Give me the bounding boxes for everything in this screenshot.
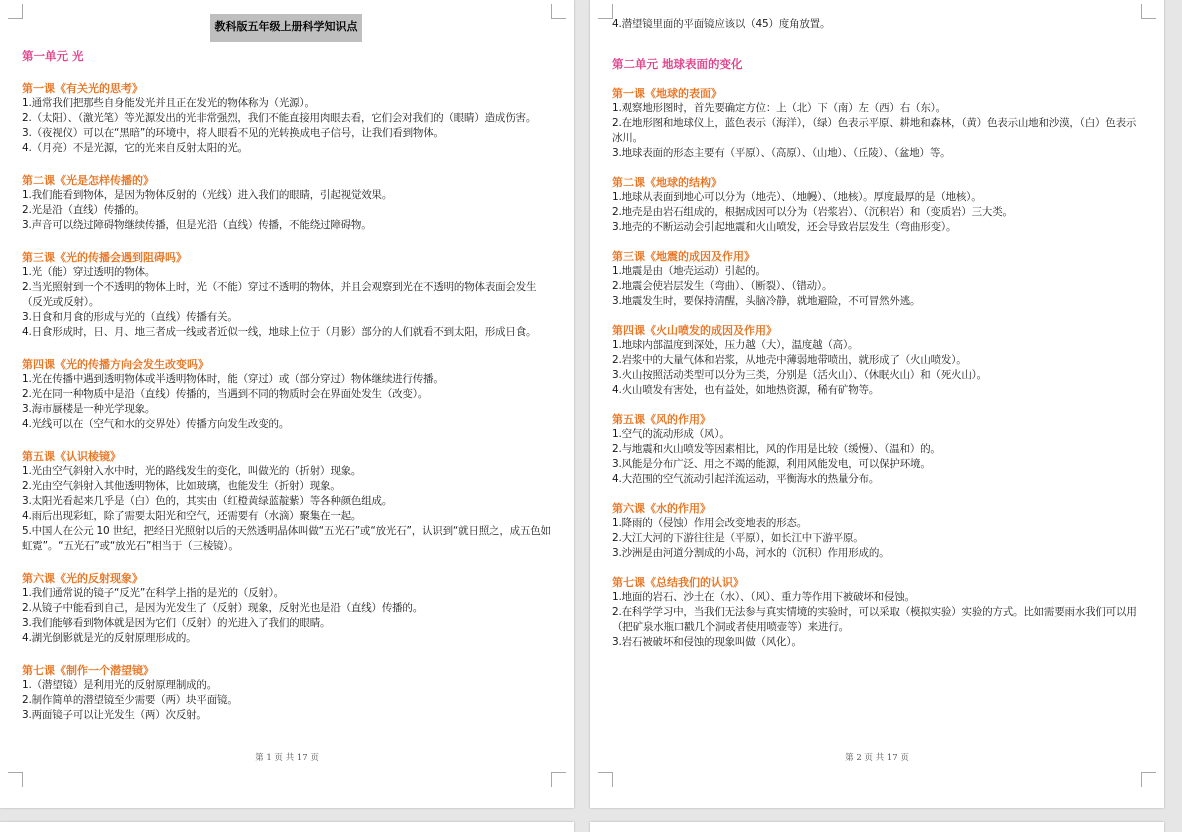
- margin-corner-mark: [551, 772, 566, 787]
- lesson-heading[interactable]: 第四课《火山喷发的成因及作用》: [612, 324, 777, 337]
- knowledge-point[interactable]: 3.风能是分布广泛、用之不竭的能源，利用风能发电，可以保护环境。: [612, 458, 931, 470]
- knowledge-point[interactable]: 3.太阳光看起来几乎是（白）色的，其实由（红橙黄绿蓝靛紫）等各种颜色组成。: [22, 495, 393, 507]
- knowledge-point[interactable]: 3.沙洲是由河道分割成的小岛，河水的（沉积）作用形成的。: [612, 547, 890, 559]
- knowledge-point[interactable]: 3.声音可以绕过障碍物继续传播，但是光沿（直线）传播，不能绕过障碍物。: [22, 219, 372, 231]
- knowledge-point[interactable]: 1.地球内部温度到深处，压力越（大），温度越（高）。: [612, 339, 859, 351]
- knowledge-point[interactable]: 1.空气的流动形成（风）。: [612, 428, 730, 440]
- knowledge-point[interactable]: 2.光是沿（直线）传播的。: [22, 204, 145, 216]
- lesson-heading[interactable]: 第七课《总结我们的认识》: [612, 576, 744, 589]
- knowledge-point[interactable]: 4.（月亮）不是光源，它的光来自反射太阳的光。: [22, 142, 248, 154]
- knowledge-point[interactable]: 3.地球表面的形态主要有（平原）、（高原）、（山地）、（丘陵）、（盆地）等。: [612, 147, 951, 159]
- unit-heading[interactable]: 第二单元 地球表面的变化: [612, 57, 743, 71]
- knowledge-point[interactable]: 2.地震会使岩层发生（弯曲）、（断裂）、（错动）。: [612, 280, 833, 292]
- lesson-heading[interactable]: 第五课《认识棱镜》: [22, 450, 121, 463]
- knowledge-point[interactable]: 1.光（能）穿过透明的物体。: [22, 266, 156, 278]
- knowledge-point[interactable]: 2.与地震和火山喷发等因素相比，风的作用是比较（缓慢）、（温和）的。: [612, 443, 941, 455]
- lesson-heading[interactable]: 第二课《光是怎样传播的》: [22, 174, 154, 187]
- lesson-heading[interactable]: 第六课《光的反射现象》: [22, 572, 143, 585]
- knowledge-point[interactable]: 3.地震发生时，要保持清醒，头脑冷静，就地避险，不可冒然外逃。: [612, 295, 921, 307]
- knowledge-point[interactable]: 2.大江大河的下游往往是（平原），如长江中下游平原。: [612, 532, 864, 544]
- unit-heading[interactable]: 第一单元 光: [22, 49, 84, 63]
- lesson-heading[interactable]: 第四课《光的传播方向会发生改变吗》: [22, 358, 209, 371]
- margin-corner-mark: [551, 4, 566, 19]
- document-page-2: [590, 0, 1164, 808]
- knowledge-point[interactable]: 1.观察地形图时，首先要确定方位：上（北）下（南）左（西）右（东）。: [612, 102, 946, 114]
- knowledge-point[interactable]: 2.当光照射到一个不透明的物体上时，光（不能）穿过不透明的物体，并且会观察到光在不透明的物体表面会发生（反光或反射）。: [22, 281, 537, 308]
- lesson-heading[interactable]: 第五课《风的作用》: [612, 413, 711, 426]
- knowledge-point[interactable]: 1.地面的岩石、沙土在（水）、（风）、重力等作用下被破坏和侵蚀。: [612, 591, 915, 603]
- knowledge-point[interactable]: 2.（太阳）、（激光笔）等光源发出的光非常强烈，我们不能直接用肉眼去看，它们会对我们的（眼睛）造成伤害。: [22, 112, 537, 124]
- lesson-heading[interactable]: 第三课《光的传播会遇到阻碍吗》: [22, 251, 187, 264]
- knowledge-point[interactable]: 4.大范围的空气流动引起洋流运动，平衡海水的热量分布。: [612, 473, 880, 485]
- knowledge-point[interactable]: 2.岩浆中的大量气体和岩浆，从地壳中薄弱地带喷出，就形成了（火山喷发）。: [612, 354, 967, 366]
- knowledge-point[interactable]: 1.降雨的（侵蚀）作用会改变地表的形态。: [612, 517, 808, 529]
- knowledge-point[interactable]: 4.湖光倒影就是光的反射原理形成的。: [22, 632, 197, 644]
- lesson-heading[interactable]: 第七课《制作一个潜望镜》: [22, 664, 154, 677]
- lesson-list: [22, 81, 552, 723]
- knowledge-point[interactable]: 4.雨后出现彩虹，除了需要太阳光和空气，还需要有（水滴）聚集在一起。: [22, 510, 362, 522]
- page-footer: 第 1 页 共 17 页: [255, 753, 319, 763]
- lesson-heading[interactable]: 第六课《水的作用》: [612, 502, 711, 515]
- knowledge-point[interactable]: 1.地球从表面到地心可以分为（地壳）、（地幔）、（地核）。厚度最厚的是（地核）。: [612, 191, 982, 203]
- knowledge-point[interactable]: 2.制作简单的潜望镜至少需要（两）块平面镜。: [22, 694, 238, 706]
- knowledge-point[interactable]: 1.地震是由（地壳运动）引起的。: [612, 265, 766, 277]
- knowledge-point[interactable]: 4.火山喷发有害处，也有益处，如地热资源，稀有矿物等。: [612, 384, 880, 396]
- knowledge-point[interactable]: 5.中国人在公元 10 世纪，把经日光照射以后的天然透明晶体叫做“五光石”或“放光石”，认识到“就日照之，成五色如虹霓”。“五光石”或“放光石”相当于（三棱镜）。: [22, 525, 551, 552]
- next-page-edge: [590, 822, 1164, 832]
- knowledge-point[interactable]: 3.（夜视仪）可以在“黑暗”的环境中，将人眼看不见的光转换成电子信号，让我们看到物体。: [22, 127, 444, 139]
- knowledge-point[interactable]: 4.日食形成时，日、月、地三者成一线或者近似一线，地球上位于（月影）部分的人们就看不到太阳，形成日食。: [22, 326, 537, 338]
- page-footer: 第 2 页 共 17 页: [845, 753, 909, 763]
- document-title[interactable]: 教科版五年级上册科学知识点: [210, 14, 362, 42]
- knowledge-point[interactable]: 3.火山按照活动类型可以分为三类，分别是（活火山）、（休眠火山）和（死火山）。: [612, 369, 987, 381]
- knowledge-point[interactable]: 1.我们通常说的镜子“反光”在科学上指的是光的（反射）。: [22, 587, 285, 599]
- knowledge-point[interactable]: 3.两面镜子可以让光发生（两）次反射。: [22, 709, 207, 721]
- knowledge-point[interactable]: 2.在科学学习中，当我们无法参与真实情境的实验时，可以采取（模拟实验）实验的方式。比如需要雨水我们可以用（把矿泉水瓶口戳几个洞或者使用喷壶等）来进行。: [612, 606, 1137, 633]
- margin-corner-mark: [598, 4, 613, 19]
- knowledge-point[interactable]: 4.光线可以在（空气和水的交界处）传播方向发生改变的。: [22, 418, 290, 430]
- carried-over-line[interactable]: 4.潜望镜里面的平面镜应该以（45）度角放置。: [612, 18, 831, 30]
- margin-corner-mark: [598, 772, 613, 787]
- knowledge-point[interactable]: 2.地壳是由岩石组成的，根据成因可以分为（岩浆岩）、（沉积岩）和（变质岩）三大类。: [612, 206, 1013, 218]
- knowledge-point[interactable]: 3.地壳的不断运动会引起地震和火山喷发，还会导致岩层发生（弯曲形变）。: [612, 221, 957, 233]
- next-page-edge: [0, 822, 574, 832]
- knowledge-point[interactable]: 2.在地形图和地球仪上，蓝色表示（海洋），（绿）色表示平原、耕地和森林，（黄）色表示山地和沙漠，（白）色表示冰川。: [612, 117, 1137, 144]
- knowledge-point[interactable]: 1.光由空气斜射入水中时，光的路线发生的变化，叫做光的（折射）现象。: [22, 465, 362, 477]
- knowledge-point[interactable]: 3.日食和月食的形成与光的（直线）传播有关。: [22, 311, 238, 323]
- knowledge-point[interactable]: 3.海市蜃楼是一种光学现象。: [22, 403, 156, 415]
- knowledge-point[interactable]: 3.我们能够看到物体就是因为它们（反射）的光进入了我们的眼睛。: [22, 617, 331, 629]
- lesson-heading[interactable]: 第三课《地震的成因及作用》: [612, 250, 755, 263]
- margin-corner-mark: [1141, 772, 1156, 787]
- margin-corner-mark: [1141, 4, 1156, 19]
- lesson-heading[interactable]: 第一课《地球的表面》: [612, 87, 722, 100]
- knowledge-point[interactable]: 2.光由空气斜射入其他透明物体，比如玻璃，也能发生（折射）现象。: [22, 480, 341, 492]
- knowledge-point[interactable]: 3.岩石被破坏和侵蚀的现象叫做（风化）。: [612, 636, 802, 648]
- knowledge-point[interactable]: 1.（潜望镜）是利用光的反射原理制成的。: [22, 679, 218, 691]
- document-page-1: [0, 0, 574, 808]
- knowledge-point[interactable]: 1.通常我们把那些自身能发光并且正在发光的物体称为（光源）。: [22, 97, 315, 109]
- lesson-heading[interactable]: 第二课《地球的结构》: [612, 176, 722, 189]
- lesson-heading[interactable]: 第一课《有关光的思考》: [22, 82, 143, 95]
- knowledge-point[interactable]: 2.光在同一种物质中是沿（直线）传播的，当遇到不同的物质时会在界面处发生（改变）。: [22, 388, 429, 400]
- knowledge-point[interactable]: 2.从镜子中能看到自己，是因为光发生了（反射）现象，反射光也是沿（直线）传播的。: [22, 602, 424, 614]
- margin-corner-mark: [8, 772, 23, 787]
- knowledge-point[interactable]: 1.光在传播中遇到透明物体或半透明物体时，能（穿过）或（部分穿过）物体继续进行传播。: [22, 373, 444, 385]
- knowledge-point[interactable]: 1.我们能看到物体，是因为物体反射的（光线）进入我们的眼睛，引起视觉效果。: [22, 189, 393, 201]
- lesson-list: [612, 86, 1142, 650]
- margin-corner-mark: [8, 4, 23, 19]
